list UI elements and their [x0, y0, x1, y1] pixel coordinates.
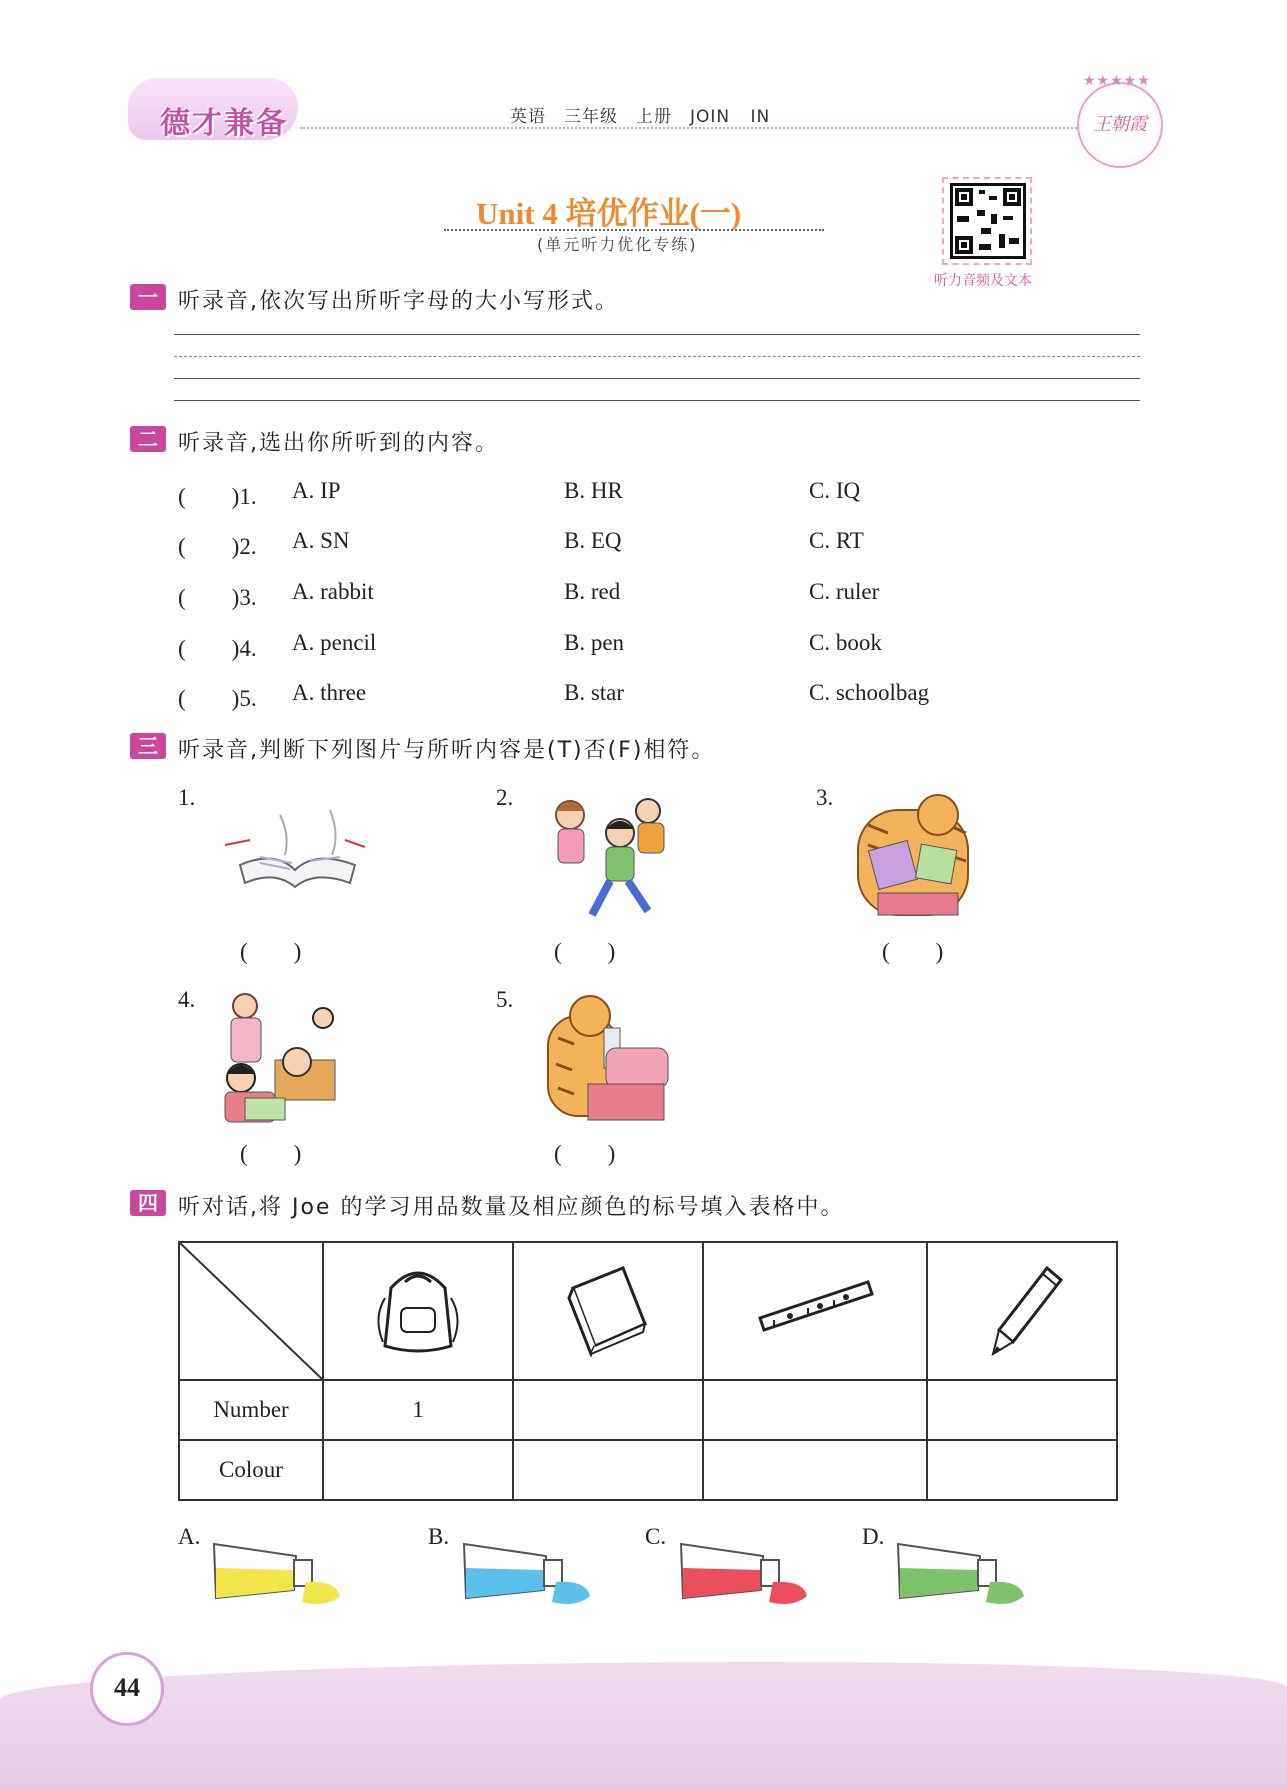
schoolbag-icon [363, 1258, 473, 1358]
option-b: B. pen [564, 630, 625, 655]
option-a: A. three [292, 680, 367, 705]
book-header-cell [513, 1242, 703, 1380]
seal-signature: 王朝霞 [1093, 114, 1147, 135]
question-number[interactable]: ( )5. [178, 686, 257, 711]
unit-subtitle: (单元听力优化专练) [537, 235, 698, 254]
section-badge-4: 四 [130, 1190, 166, 1216]
writing-line [174, 378, 1140, 379]
answer-bracket[interactable]: ( ) [554, 1141, 616, 1166]
seal-stars: ★★★★★ [1083, 73, 1151, 89]
question-number[interactable]: ( )2. [178, 534, 257, 559]
option-c: C. IQ [809, 478, 861, 503]
answer-bracket[interactable]: ( ) [554, 939, 616, 964]
header-dotted-line [300, 127, 1080, 129]
option-a: A. rabbit [292, 579, 374, 604]
qr-code-icon [953, 186, 1023, 256]
answer-bracket[interactable]: ( ) [240, 939, 302, 964]
section-badge-3: 三 [130, 733, 166, 759]
number-cell[interactable] [927, 1380, 1117, 1440]
colour-cell[interactable] [513, 1440, 703, 1500]
pencil-icon [967, 1258, 1077, 1358]
open-book-picture [220, 795, 370, 895]
children-running-picture [530, 785, 680, 925]
number-cell[interactable] [513, 1380, 703, 1440]
tiger-schoolbag-picture [540, 988, 670, 1123]
paint-label-a: A. [178, 1524, 201, 1549]
option-b: B. star [564, 680, 625, 705]
paint-label-c: C. [645, 1524, 667, 1549]
picture-number: 1. [178, 785, 196, 810]
colour-row-label: Colour [179, 1440, 323, 1500]
option-b: B. HR [564, 478, 623, 503]
option-c: C. RT [809, 528, 864, 553]
option-a: A. pencil [292, 630, 377, 655]
unit-title: Unit 4 培优作业(一) [476, 196, 742, 231]
title-underline [444, 229, 824, 231]
book-icon [553, 1258, 663, 1358]
blue-paint-tube [456, 1538, 596, 1608]
option-c: C. ruler [809, 579, 880, 604]
ruler-icon [750, 1258, 880, 1358]
colour-cell[interactable] [927, 1440, 1117, 1500]
writing-line [174, 356, 1140, 357]
header-subject: 英语 三年级 上册 JOIN IN [510, 107, 771, 127]
red-paint-tube [673, 1538, 813, 1608]
section-badge-1: 一 [130, 284, 166, 310]
paint-label-b: B. [428, 1524, 450, 1549]
picture-number: 4. [178, 987, 196, 1012]
pencil-header-cell [927, 1242, 1117, 1380]
yellow-paint-tube [206, 1538, 346, 1608]
colour-cell[interactable] [323, 1440, 513, 1500]
paint-label-d: D. [862, 1524, 885, 1549]
ruler-header-cell [703, 1242, 927, 1380]
picture-number: 5. [496, 987, 514, 1012]
option-a: A. IP [292, 478, 341, 503]
tiger-books-picture [848, 785, 978, 925]
section-heading-3: 听录音,判断下列图片与所听内容是(T)否(F)相符。 [178, 738, 716, 763]
option-b: B. EQ [564, 528, 622, 553]
question-number[interactable]: ( )3. [178, 585, 257, 610]
answer-bracket[interactable]: ( ) [240, 1141, 302, 1166]
section-heading-1: 听录音,依次写出所听字母的大小写形式。 [178, 289, 619, 314]
answer-bracket[interactable]: ( ) [882, 939, 944, 964]
green-paint-tube [890, 1538, 1030, 1608]
section-badge-2: 二 [130, 426, 166, 452]
classroom-picture [215, 990, 345, 1130]
page-footer-band [0, 1662, 1287, 1789]
section-heading-4: 听对话,将 Joe 的学习用品数量及相应颜色的标号填入表格中。 [178, 1195, 845, 1220]
diagonal-line [180, 1243, 322, 1379]
option-b: B. red [564, 579, 621, 604]
qr-code[interactable] [950, 183, 1026, 259]
writing-line [174, 400, 1140, 401]
option-c: C. schoolbag [809, 680, 930, 705]
picture-number: 3. [816, 785, 834, 810]
option-c: C. book [809, 630, 882, 655]
table-corner-cell [179, 1242, 323, 1380]
option-a: A. SN [292, 528, 350, 553]
question-number[interactable]: ( )4. [178, 636, 257, 661]
schoolbag-header-cell [323, 1242, 513, 1380]
number-cell[interactable]: 1 [323, 1380, 513, 1440]
colour-cell[interactable] [703, 1440, 927, 1500]
page-number: 44 [90, 1652, 164, 1726]
section-heading-2: 听录音,选出你所听到的内容。 [178, 431, 499, 456]
supplies-table [178, 1241, 1118, 1501]
number-row-label: Number [179, 1380, 323, 1440]
writing-line [174, 334, 1140, 335]
picture-number: 2. [496, 785, 514, 810]
qr-label: 听力音频及文本 [934, 273, 1032, 289]
number-cell[interactable] [703, 1380, 927, 1440]
question-number[interactable]: ( )1. [178, 484, 257, 509]
brand-logo-text: 德才兼备 [160, 106, 288, 141]
